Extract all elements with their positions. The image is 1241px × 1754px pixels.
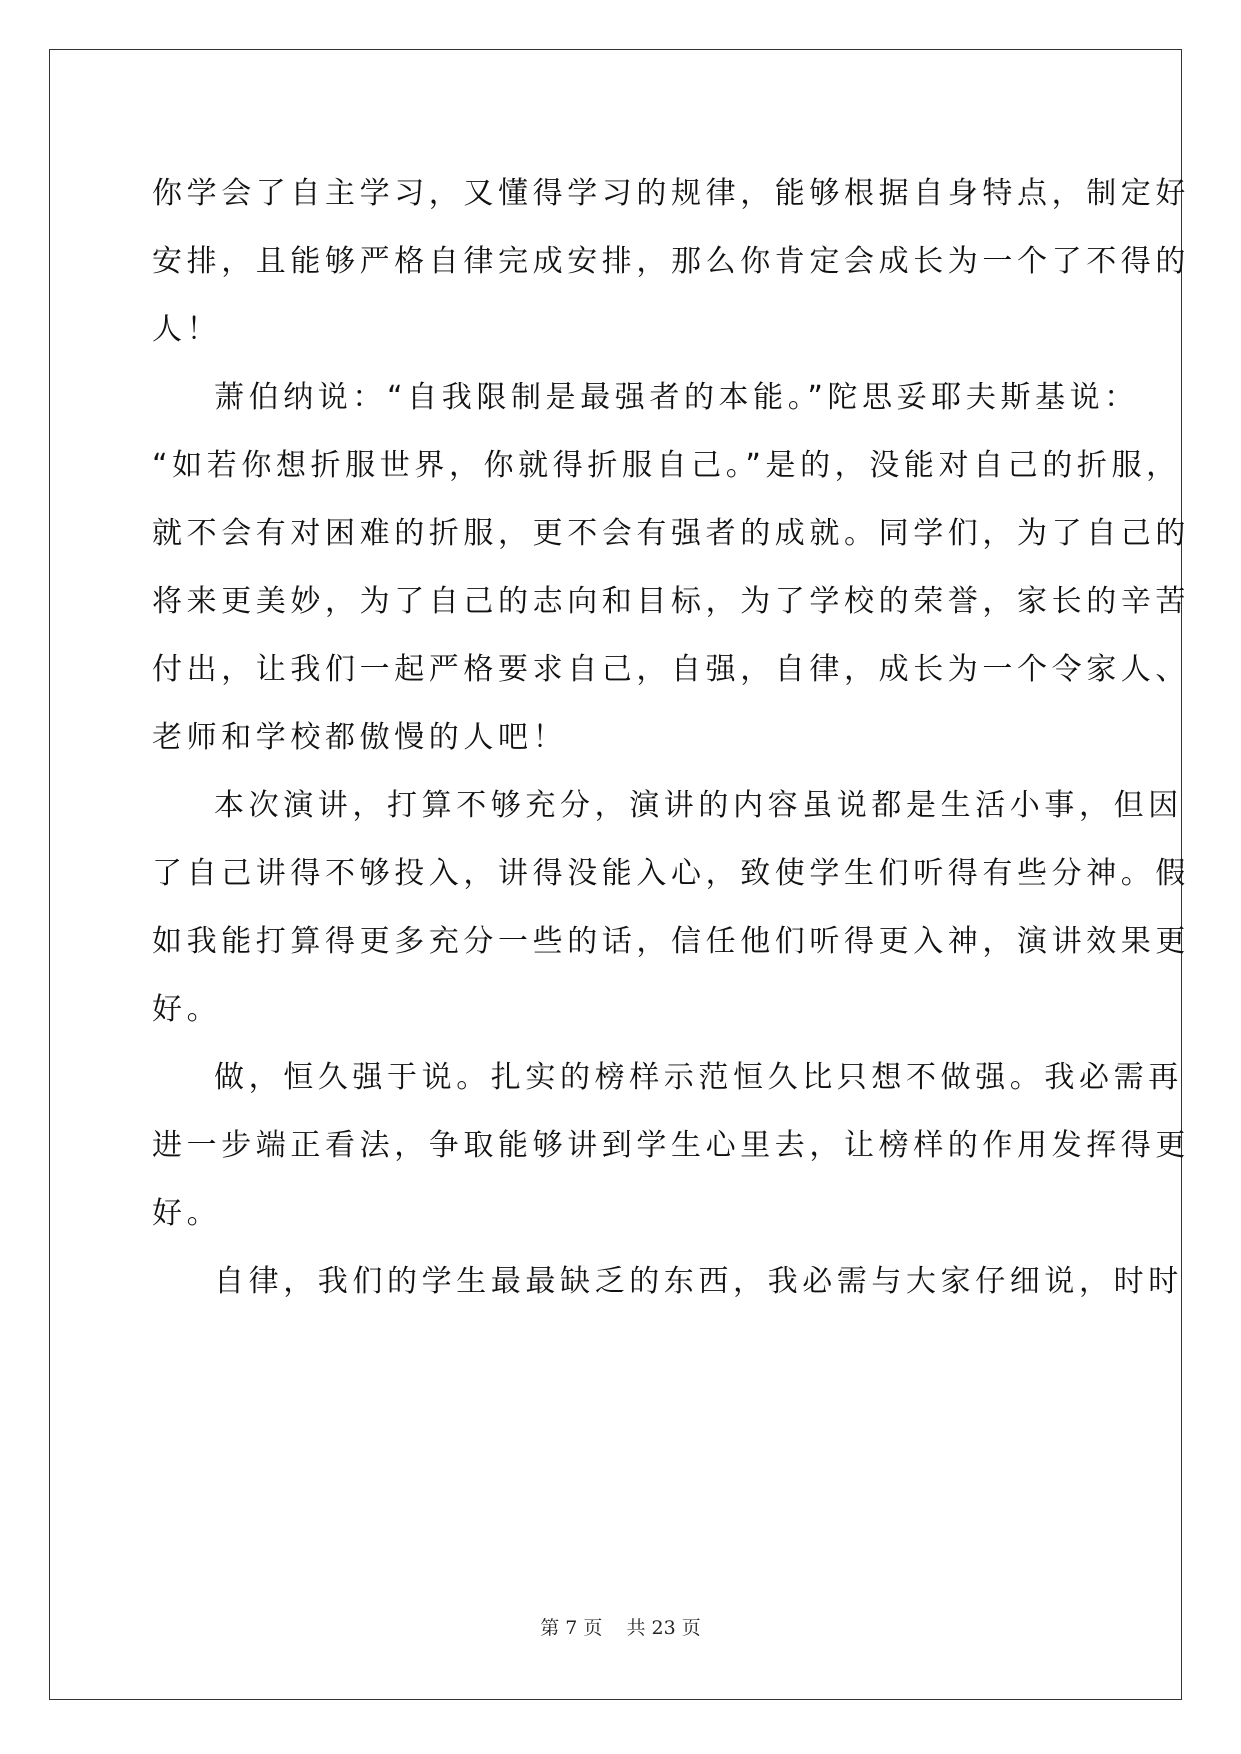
text-line: 就不会有对困难的折服，更不会有强者的成就。同学们，为了自己的 [152,516,1190,551]
text-line: 进一步端正看法，争取能够讲到学生心里去，让榜样的作用发挥得更 [152,1128,1190,1163]
page-footer [0,1613,1241,1640]
text-line: 老师和学校都傲慢的人吧！ [152,720,568,755]
text-line: 好。 [152,1196,222,1231]
text-line: 人！ [152,312,222,347]
page-number: 第 7 页 [540,1617,603,1639]
text-line: 了自己讲得不够投入，讲得没能入心，致使学生们听得有些分神。假 [152,856,1190,891]
text-line: 萧伯纳说：“自我限制是最强者的本能。”陀思妥耶夫斯基说： [214,380,1139,415]
text-line: 如我能打算得更多充分一些的话，信任他们听得更入神，演讲效果更 [152,924,1190,959]
text-line: 你学会了自主学习，又懂得学习的规律，能够根据自身特点，制定好 [152,176,1190,211]
page-total: 共 23 页 [626,1617,701,1639]
text-line: 将来更美妙，为了自己的志向和目标，为了学校的荣誉，家长的辛苦 [152,584,1190,619]
text-line: 做，恒久强于说。扎实的榜样示范恒久比只想不做强。我必需再 [214,1060,1183,1095]
text-line: 好。 [152,992,222,1027]
body-text [152,160,1190,1316]
text-line: 安排，且能够严格自律完成安排，那么你肯定会成长为一个了不得的 [152,244,1190,279]
text-line: 付出，让我们一起严格要求自己，自强，自律，成长为一个令家人、 [152,652,1190,687]
text-line: 本次演讲，打算不够充分，演讲的内容虽说都是生活小事，但因 [214,788,1183,823]
text-line: “如若你想折服世界，你就得折服自己。”是的，没能对自己的折服， [152,448,1181,483]
text-line: 自律，我们的学生最最缺乏的东西，我必需与大家仔细说，时时 [214,1264,1183,1299]
